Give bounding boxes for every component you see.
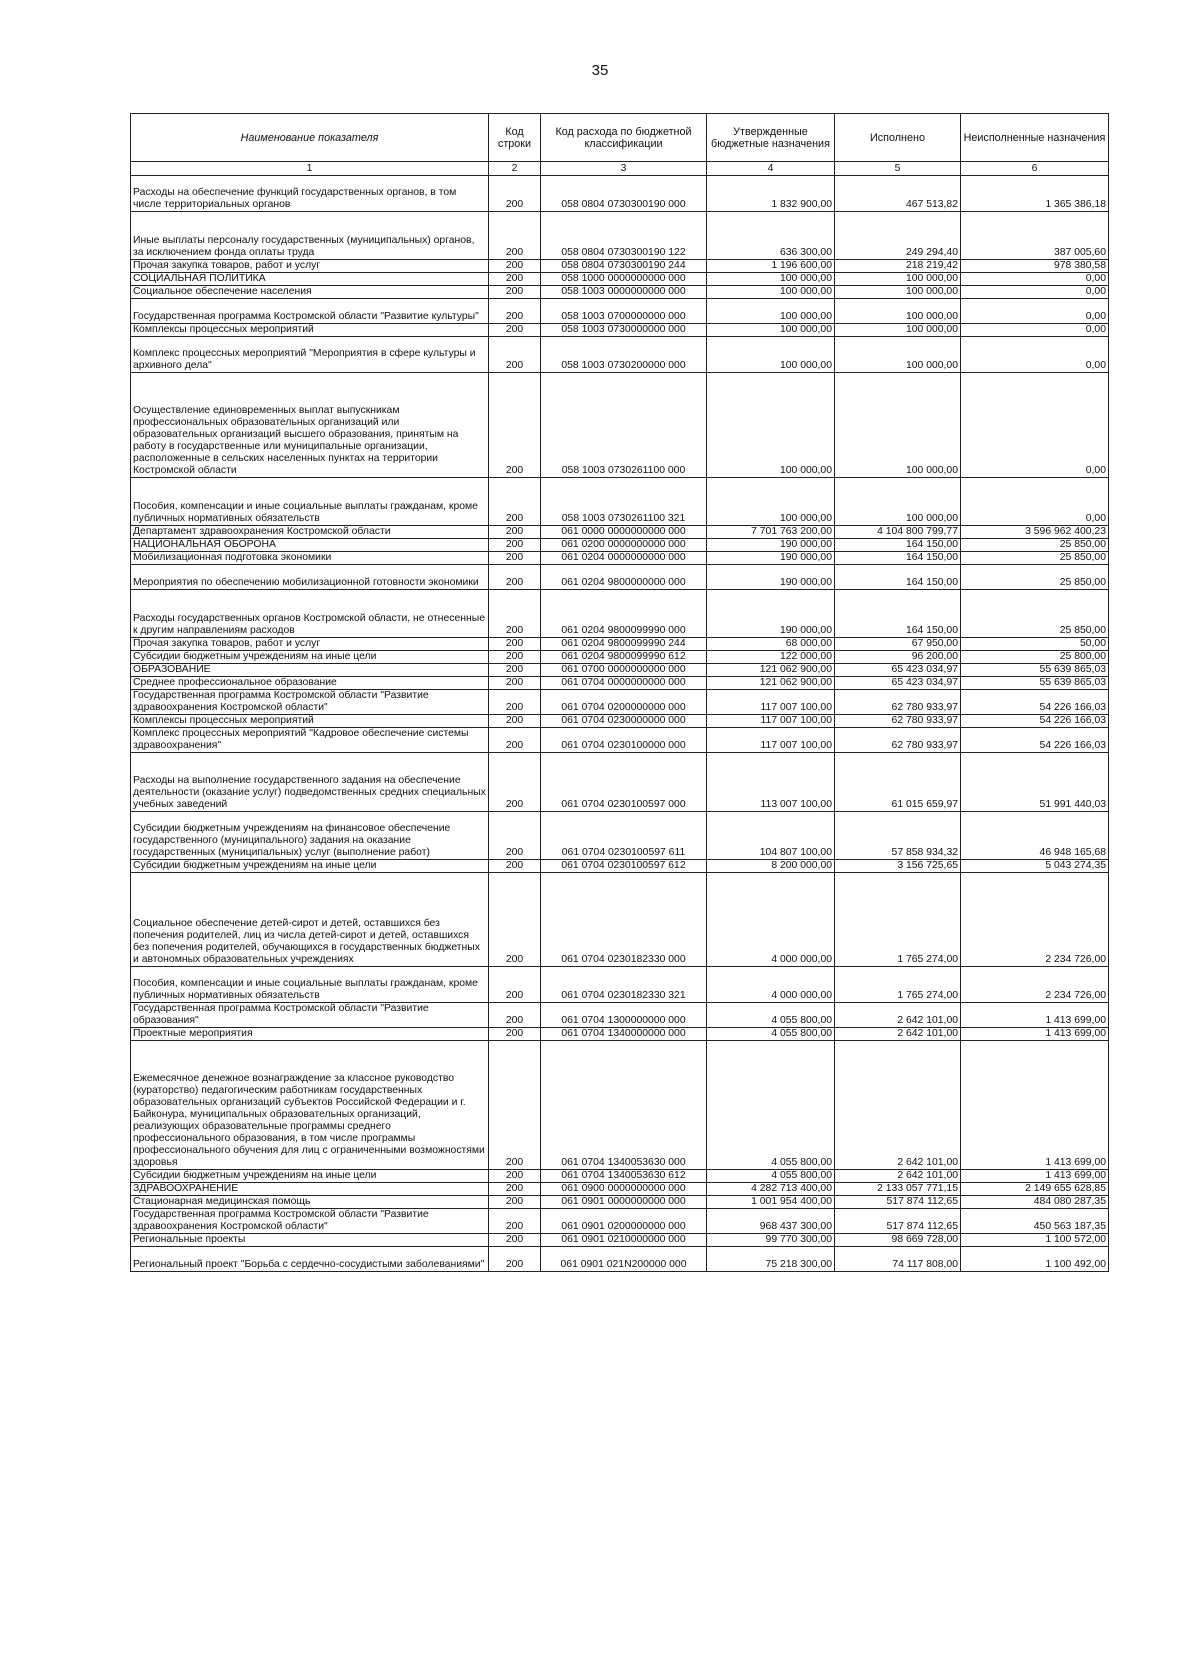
row-code-cell: 200 (489, 324, 541, 337)
row-executed-cell: 100 000,00 (835, 478, 961, 526)
row-kbk-cell: 061 0901 0000000000 000 (541, 1196, 707, 1209)
row-approved-cell: 100 000,00 (707, 286, 835, 299)
row-kbk-cell: 061 0000 0000000000 000 (541, 526, 707, 539)
row-code-cell: 200 (489, 967, 541, 1003)
row-approved-cell: 121 062 900,00 (707, 664, 835, 677)
row-approved-cell: 190 000,00 (707, 552, 835, 565)
row-unexecuted-cell: 387 005,60 (961, 212, 1109, 260)
row-code-cell: 200 (489, 812, 541, 860)
table-row (131, 1028, 1109, 1041)
row-code-cell: 200 (489, 873, 541, 967)
row-code-cell: 200 (489, 1003, 541, 1028)
row-unexecuted-cell: 0,00 (961, 273, 1109, 286)
row-code-cell: 200 (489, 1234, 541, 1247)
row-name-cell: Субсидии бюджетным учреждениям на финансовое обеспечение государственного (муниципального) задания на оказание государственных (муниципальных) услуг (выполнение работ) (131, 812, 489, 860)
row-kbk-cell: 061 0704 0230100597 612 (541, 860, 707, 873)
row-code-cell: 200 (489, 1041, 541, 1170)
row-kbk-cell: 058 1003 0700000000 000 (541, 299, 707, 324)
table-row (131, 273, 1109, 286)
row-code-cell: 200 (489, 1247, 541, 1272)
row-code-cell: 200 (489, 677, 541, 690)
row-name-cell: ОБРАЗОВАНИЕ (131, 664, 489, 677)
column-number: 1 (131, 162, 489, 176)
row-name-cell: Комплекс процессных мероприятий "Кадровое обеспечение системы здравоохранения" (131, 728, 489, 753)
row-approved-cell: 7 701 763 200,00 (707, 526, 835, 539)
row-name-cell: Проектные мероприятия (131, 1028, 489, 1041)
row-kbk-cell: 058 1003 0730200000 000 (541, 337, 707, 373)
table-row (131, 373, 1109, 478)
row-approved-cell: 1 832 900,00 (707, 176, 835, 212)
row-executed-cell: 517 874 112,65 (835, 1196, 961, 1209)
table-row (131, 1209, 1109, 1234)
row-unexecuted-cell: 3 596 962 400,23 (961, 526, 1109, 539)
row-approved-cell: 4 000 000,00 (707, 967, 835, 1003)
table-row (131, 1003, 1109, 1028)
row-name-cell: Комплексы процессных мероприятий (131, 715, 489, 728)
row-executed-cell: 2 642 101,00 (835, 1028, 961, 1041)
row-unexecuted-cell: 54 226 166,03 (961, 715, 1109, 728)
row-name-cell: Осуществление единовременных выплат выпускникам профессиональных образовательных организаций или образовательных организаций высшего образования, принятым на работу в государственные или муниципальные организации, расположенные в сельских населенных пунктах на территории Костромской области (131, 373, 489, 478)
row-name-cell: Пособия, компенсации и иные социальные выплаты гражданам, кроме публичных нормативных обязательств (131, 967, 489, 1003)
row-unexecuted-cell: 25 800,00 (961, 651, 1109, 664)
row-unexecuted-cell: 46 948 165,68 (961, 812, 1109, 860)
row-unexecuted-cell: 0,00 (961, 324, 1109, 337)
table-row (131, 690, 1109, 715)
row-kbk-cell: 061 0704 1300000000 000 (541, 1003, 707, 1028)
table-row (131, 664, 1109, 677)
row-approved-cell: 4 282 713 400,00 (707, 1183, 835, 1196)
row-name-cell: Государственная программа Костромской области "Развитие образования" (131, 1003, 489, 1028)
row-code-cell: 200 (489, 212, 541, 260)
row-executed-cell: 62 780 933,97 (835, 728, 961, 753)
row-name-cell: Мероприятия по обеспечению мобилизационной готовности экономики (131, 565, 489, 590)
row-unexecuted-cell: 0,00 (961, 478, 1109, 526)
row-approved-cell: 75 218 300,00 (707, 1247, 835, 1272)
row-name-cell: Расходы на обеспечение функций государственных органов, в том числе территориальных органов (131, 176, 489, 212)
row-unexecuted-cell: 54 226 166,03 (961, 728, 1109, 753)
row-kbk-cell: 061 0700 0000000000 000 (541, 664, 707, 677)
row-name-cell: Пособия, компенсации и иные социальные выплаты гражданам, кроме публичных нормативных обязательств (131, 478, 489, 526)
row-name-cell: Ежемесячное денежное вознаграждение за классное руководство (кураторство) педагогическим работникам государственных образовательных организаций субъектов Российской Федерации и г. Байконура, муниципальных образовательных организаций, реализующих образовательные программы среднего профессионального образования, в том числе программы профессионального обучения для лиц с ограниченными возможностями здоровья (131, 1041, 489, 1170)
row-executed-cell: 164 150,00 (835, 552, 961, 565)
row-kbk-cell: 061 0704 0230100597 000 (541, 753, 707, 812)
row-code-cell: 200 (489, 1209, 541, 1234)
column-header-kbk: Код расхода по бюджетной классификации (541, 114, 707, 162)
row-unexecuted-cell: 1 413 699,00 (961, 1170, 1109, 1183)
row-name-cell: Среднее профессиональное образование (131, 677, 489, 690)
row-approved-cell: 100 000,00 (707, 324, 835, 337)
row-name-cell: Комплексы процессных мероприятий (131, 324, 489, 337)
row-approved-cell: 104 807 100,00 (707, 812, 835, 860)
row-unexecuted-cell: 1 100 572,00 (961, 1234, 1109, 1247)
row-approved-cell: 190 000,00 (707, 590, 835, 638)
row-executed-cell: 2 133 057 771,15 (835, 1183, 961, 1196)
row-executed-cell: 74 117 808,00 (835, 1247, 961, 1272)
row-unexecuted-cell: 0,00 (961, 337, 1109, 373)
row-executed-cell: 57 858 934,32 (835, 812, 961, 860)
row-unexecuted-cell: 1 413 699,00 (961, 1041, 1109, 1170)
row-approved-cell: 100 000,00 (707, 273, 835, 286)
row-name-cell: ЗДРАВООХРАНЕНИЕ (131, 1183, 489, 1196)
table-row (131, 286, 1109, 299)
table-row (131, 651, 1109, 664)
row-executed-cell: 62 780 933,97 (835, 715, 961, 728)
row-name-cell: Государственная программа Костромской области "Развитие здравоохранения Костромской области" (131, 690, 489, 715)
row-code-cell: 200 (489, 690, 541, 715)
row-unexecuted-cell: 51 991 440,03 (961, 753, 1109, 812)
row-unexecuted-cell: 50,00 (961, 638, 1109, 651)
row-code-cell: 200 (489, 552, 541, 565)
row-approved-cell: 4 000 000,00 (707, 873, 835, 967)
row-kbk-cell: 061 0704 0230182330 321 (541, 967, 707, 1003)
row-approved-cell: 190 000,00 (707, 565, 835, 590)
row-executed-cell: 100 000,00 (835, 273, 961, 286)
row-executed-cell: 2 642 101,00 (835, 1170, 961, 1183)
table-row (131, 638, 1109, 651)
table-row (131, 299, 1109, 324)
table-row (131, 1234, 1109, 1247)
row-unexecuted-cell: 1 413 699,00 (961, 1003, 1109, 1028)
row-kbk-cell: 061 0704 1340000000 000 (541, 1028, 707, 1041)
row-kbk-cell: 061 0704 1340053630 612 (541, 1170, 707, 1183)
row-executed-cell: 249 294,40 (835, 212, 961, 260)
row-code-cell: 200 (489, 337, 541, 373)
table-row (131, 728, 1109, 753)
table-row (131, 812, 1109, 860)
column-header-code: Код строки (489, 114, 541, 162)
table-row (131, 1247, 1109, 1272)
row-executed-cell: 2 642 101,00 (835, 1003, 961, 1028)
row-name-cell: Региональный проект "Борьба с сердечно-сосудистыми заболеваниями" (131, 1247, 489, 1272)
row-kbk-cell: 058 1000 0000000000 000 (541, 273, 707, 286)
table-body (131, 176, 1109, 1272)
column-number: 6 (961, 162, 1109, 176)
row-kbk-cell: 058 1003 0730000000 000 (541, 324, 707, 337)
row-unexecuted-cell: 55 639 865,03 (961, 677, 1109, 690)
row-approved-cell: 117 007 100,00 (707, 690, 835, 715)
row-kbk-cell: 061 0704 1340053630 000 (541, 1041, 707, 1170)
row-kbk-cell: 061 0204 9800099990 612 (541, 651, 707, 664)
table-row (131, 212, 1109, 260)
row-unexecuted-cell: 1 100 492,00 (961, 1247, 1109, 1272)
row-code-cell: 200 (489, 176, 541, 212)
row-approved-cell: 68 000,00 (707, 638, 835, 651)
row-kbk-cell: 061 0204 0000000000 000 (541, 552, 707, 565)
row-executed-cell: 100 000,00 (835, 299, 961, 324)
row-unexecuted-cell: 25 850,00 (961, 552, 1109, 565)
table-row (131, 565, 1109, 590)
row-approved-cell: 4 055 800,00 (707, 1170, 835, 1183)
row-name-cell: НАЦИОНАЛЬНАЯ ОБОРОНА (131, 539, 489, 552)
row-kbk-cell: 058 1003 0000000000 000 (541, 286, 707, 299)
row-name-cell: Субсидии бюджетным учреждениям на иные цели (131, 1170, 489, 1183)
row-approved-cell: 4 055 800,00 (707, 1003, 835, 1028)
row-kbk-cell: 061 0204 9800000000 000 (541, 565, 707, 590)
row-approved-cell: 117 007 100,00 (707, 728, 835, 753)
row-approved-cell: 968 437 300,00 (707, 1209, 835, 1234)
row-executed-cell: 1 765 274,00 (835, 967, 961, 1003)
row-name-cell: Расходы государственных органов Костромской области, не отнесенные к другим направлениям расходов (131, 590, 489, 638)
row-unexecuted-cell: 484 080 287,35 (961, 1196, 1109, 1209)
row-name-cell: Социальное обеспечение детей-сирот и детей, оставшихся без попечения родителей, лиц из числа детей-сирот и детей, оставшихся без попечения родителей, обучающихся в государственных бюджетных и автономных образовательных учреждениях (131, 873, 489, 967)
row-unexecuted-cell: 25 850,00 (961, 565, 1109, 590)
row-unexecuted-cell: 25 850,00 (961, 539, 1109, 552)
row-executed-cell: 100 000,00 (835, 337, 961, 373)
row-executed-cell: 98 669 728,00 (835, 1234, 961, 1247)
row-executed-cell: 65 423 034,97 (835, 664, 961, 677)
row-name-cell: Субсидии бюджетным учреждениям на иные цели (131, 651, 489, 664)
table-row (131, 526, 1109, 539)
row-name-cell: Государственная программа Костромской области "Развитие культуры" (131, 299, 489, 324)
row-unexecuted-cell: 5 043 274,35 (961, 860, 1109, 873)
row-approved-cell: 8 200 000,00 (707, 860, 835, 873)
table-row (131, 260, 1109, 273)
row-code-cell: 200 (489, 565, 541, 590)
row-unexecuted-cell: 54 226 166,03 (961, 690, 1109, 715)
row-approved-cell: 121 062 900,00 (707, 677, 835, 690)
row-approved-cell: 1 001 954 400,00 (707, 1196, 835, 1209)
row-name-cell: Стационарная медицинская помощь (131, 1196, 489, 1209)
row-unexecuted-cell: 2 234 726,00 (961, 967, 1109, 1003)
row-executed-cell: 164 150,00 (835, 590, 961, 638)
row-kbk-cell: 061 0704 0230000000 000 (541, 715, 707, 728)
row-approved-cell: 4 055 800,00 (707, 1028, 835, 1041)
table-row (131, 715, 1109, 728)
row-executed-cell: 164 150,00 (835, 539, 961, 552)
row-approved-cell: 100 000,00 (707, 299, 835, 324)
row-name-cell: Субсидии бюджетным учреждениям на иные цели (131, 860, 489, 873)
column-number: 2 (489, 162, 541, 176)
row-kbk-cell: 058 1003 0730261100 321 (541, 478, 707, 526)
table-row (131, 753, 1109, 812)
row-kbk-cell: 061 0704 0230100597 611 (541, 812, 707, 860)
row-code-cell: 200 (489, 273, 541, 286)
row-code-cell: 200 (489, 286, 541, 299)
row-unexecuted-cell: 55 639 865,03 (961, 664, 1109, 677)
table-row (131, 478, 1109, 526)
table-row (131, 873, 1109, 967)
row-code-cell: 200 (489, 638, 541, 651)
row-executed-cell: 100 000,00 (835, 373, 961, 478)
table-row (131, 677, 1109, 690)
row-name-cell: Расходы на выполнение государственного задания на обеспечение деятельности (оказание услуг) подведомственных средних специальных учебных заведений (131, 753, 489, 812)
column-number-row (131, 162, 1109, 176)
row-name-cell: СОЦИАЛЬНАЯ ПОЛИТИКА (131, 273, 489, 286)
row-code-cell: 200 (489, 715, 541, 728)
row-executed-cell: 67 950,00 (835, 638, 961, 651)
table-row (131, 860, 1109, 873)
row-kbk-cell: 061 0704 0000000000 000 (541, 677, 707, 690)
row-executed-cell: 65 423 034,97 (835, 677, 961, 690)
row-kbk-cell: 061 0204 9800099990 000 (541, 590, 707, 638)
row-unexecuted-cell: 2 234 726,00 (961, 873, 1109, 967)
row-unexecuted-cell: 25 850,00 (961, 590, 1109, 638)
row-approved-cell: 636 300,00 (707, 212, 835, 260)
table-row (131, 552, 1109, 565)
row-kbk-cell: 061 0704 0230100000 000 (541, 728, 707, 753)
row-executed-cell: 4 104 800 799,77 (835, 526, 961, 539)
row-code-cell: 200 (489, 526, 541, 539)
row-kbk-cell: 061 0704 0230182330 000 (541, 873, 707, 967)
row-kbk-cell: 061 0901 0210000000 000 (541, 1234, 707, 1247)
row-approved-cell: 99 770 300,00 (707, 1234, 835, 1247)
row-approved-cell: 1 196 600,00 (707, 260, 835, 273)
column-header-unexecuted: Неисполненные назначения (961, 114, 1109, 162)
table-row (131, 1041, 1109, 1170)
table-row (131, 1170, 1109, 1183)
table-row (131, 176, 1109, 212)
row-name-cell: Государственная программа Костромской области "Развитие здравоохранения Костромской области" (131, 1209, 489, 1234)
row-name-cell: Региональные проекты (131, 1234, 489, 1247)
row-executed-cell: 467 513,82 (835, 176, 961, 212)
row-executed-cell: 1 765 274,00 (835, 873, 961, 967)
row-executed-cell: 3 156 725,65 (835, 860, 961, 873)
row-code-cell: 200 (489, 299, 541, 324)
row-unexecuted-cell: 978 380,58 (961, 260, 1109, 273)
page-number: 35 (591, 62, 609, 79)
row-executed-cell: 2 642 101,00 (835, 1041, 961, 1170)
row-kbk-cell: 061 0200 0000000000 000 (541, 539, 707, 552)
row-code-cell: 200 (489, 260, 541, 273)
row-executed-cell: 218 219,42 (835, 260, 961, 273)
row-code-cell: 200 (489, 1196, 541, 1209)
row-kbk-cell: 058 1003 0730261100 000 (541, 373, 707, 478)
table-row (131, 324, 1109, 337)
row-kbk-cell: 061 0901 0200000000 000 (541, 1209, 707, 1234)
column-header-name: Наименование показателя (131, 114, 489, 162)
row-code-cell: 200 (489, 478, 541, 526)
row-code-cell: 200 (489, 1028, 541, 1041)
row-name-cell: Мобилизационная подготовка экономики (131, 552, 489, 565)
row-executed-cell: 100 000,00 (835, 286, 961, 299)
row-unexecuted-cell: 0,00 (961, 373, 1109, 478)
table-row (131, 337, 1109, 373)
row-executed-cell: 96 200,00 (835, 651, 961, 664)
row-unexecuted-cell: 450 563 187,35 (961, 1209, 1109, 1234)
row-name-cell: Прочая закупка товаров, работ и услуг (131, 638, 489, 651)
row-code-cell: 200 (489, 753, 541, 812)
row-code-cell: 200 (489, 728, 541, 753)
row-approved-cell: 122 000,00 (707, 651, 835, 664)
row-name-cell: Социальное обеспечение населения (131, 286, 489, 299)
table-row (131, 539, 1109, 552)
row-code-cell: 200 (489, 373, 541, 478)
row-approved-cell: 117 007 100,00 (707, 715, 835, 728)
budget-report-table (130, 113, 1109, 1272)
row-name-cell: Иные выплаты персоналу государственных (муниципальных) органов, за исключением фонда оплаты труда (131, 212, 489, 260)
row-code-cell: 200 (489, 590, 541, 638)
row-name-cell: Прочая закупка товаров, работ и услуг (131, 260, 489, 273)
row-executed-cell: 100 000,00 (835, 324, 961, 337)
row-code-cell: 200 (489, 651, 541, 664)
row-approved-cell: 100 000,00 (707, 373, 835, 478)
row-kbk-cell: 061 0204 9800099990 244 (541, 638, 707, 651)
row-kbk-cell: 061 0901 021N200000 000 (541, 1247, 707, 1272)
row-code-cell: 200 (489, 664, 541, 677)
row-approved-cell: 100 000,00 (707, 337, 835, 373)
column-number: 3 (541, 162, 707, 176)
row-code-cell: 200 (489, 860, 541, 873)
row-executed-cell: 61 015 659,97 (835, 753, 961, 812)
row-unexecuted-cell: 0,00 (961, 286, 1109, 299)
row-name-cell: Комплекс процессных мероприятий "Мероприятия в сфере культуры и архивного дела" (131, 337, 489, 373)
column-number: 4 (707, 162, 835, 176)
row-unexecuted-cell: 1 365 386,18 (961, 176, 1109, 212)
row-kbk-cell: 058 0804 0730300190 244 (541, 260, 707, 273)
row-approved-cell: 113 007 100,00 (707, 753, 835, 812)
row-code-cell: 200 (489, 1183, 541, 1196)
row-unexecuted-cell: 2 149 655 628,85 (961, 1183, 1109, 1196)
row-approved-cell: 100 000,00 (707, 478, 835, 526)
row-executed-cell: 164 150,00 (835, 565, 961, 590)
row-kbk-cell: 058 0804 0730300190 122 (541, 212, 707, 260)
row-unexecuted-cell: 1 413 699,00 (961, 1028, 1109, 1041)
table-row (131, 967, 1109, 1003)
header-row (131, 114, 1109, 162)
column-header-executed: Исполнено (835, 114, 961, 162)
table-row (131, 1183, 1109, 1196)
row-kbk-cell: 058 0804 0730300190 000 (541, 176, 707, 212)
row-unexecuted-cell: 0,00 (961, 299, 1109, 324)
row-executed-cell: 517 874 112,65 (835, 1209, 961, 1234)
row-kbk-cell: 061 0704 0200000000 000 (541, 690, 707, 715)
row-code-cell: 200 (489, 539, 541, 552)
column-number: 5 (835, 162, 961, 176)
row-executed-cell: 62 780 933,97 (835, 690, 961, 715)
row-kbk-cell: 061 0900 0000000000 000 (541, 1183, 707, 1196)
table-row (131, 590, 1109, 638)
row-code-cell: 200 (489, 1170, 541, 1183)
column-header-approved: Утвержденные бюджетные назначения (707, 114, 835, 162)
row-name-cell: Департамент здравоохранения Костромской области (131, 526, 489, 539)
row-approved-cell: 4 055 800,00 (707, 1041, 835, 1170)
row-approved-cell: 190 000,00 (707, 539, 835, 552)
table-row (131, 1196, 1109, 1209)
